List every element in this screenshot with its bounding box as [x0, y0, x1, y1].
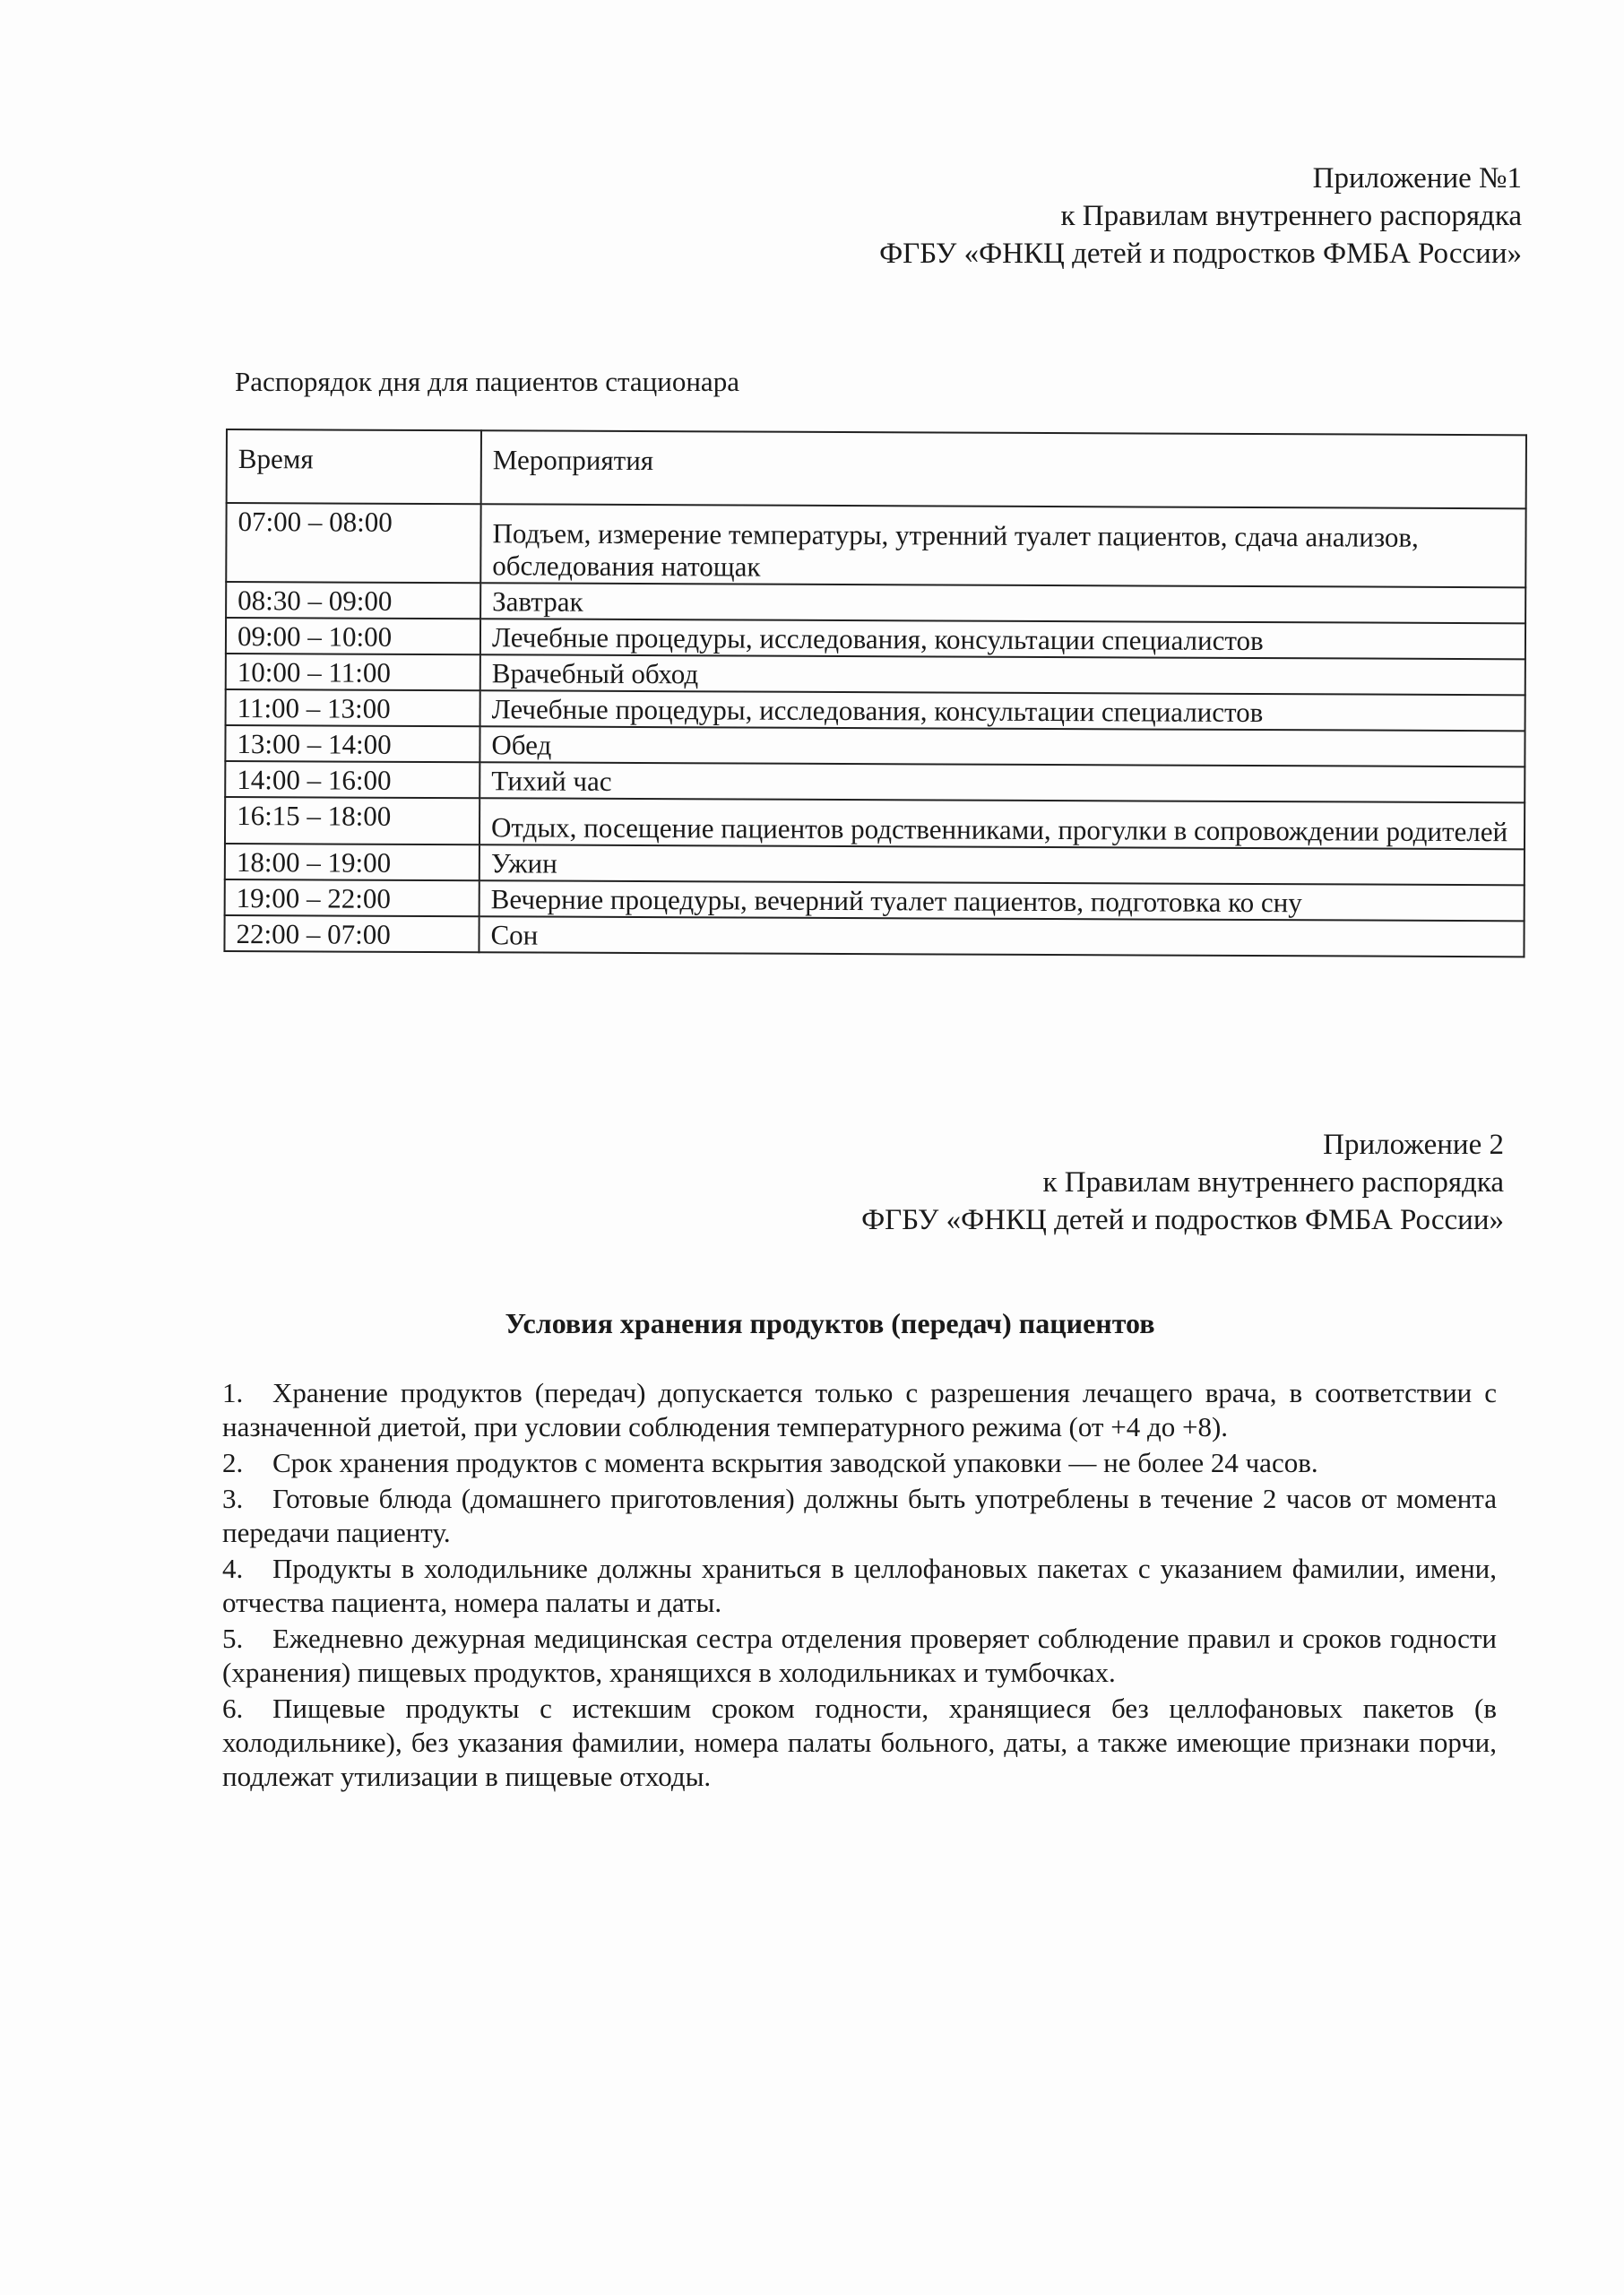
activity-cell: Обед — [479, 726, 1525, 766]
activity-cell: Ужин — [479, 844, 1525, 885]
table-row — [225, 879, 1525, 921]
table-row — [225, 797, 1525, 849]
table-row — [224, 915, 1524, 957]
list-item — [222, 1482, 1497, 1550]
annex-1-subtitle: к Правилам внутреннего распорядка — [1060, 200, 1522, 232]
list-item — [222, 1446, 1497, 1480]
header-time: Время — [227, 429, 481, 504]
rule-number: 2. — [222, 1447, 244, 1478]
header-activity: Мероприятия — [481, 430, 1526, 508]
rule-text: Продукты в холодильнике должны храниться в целлофановых пакетах с указанием фамилии, имени, отчества пациента, номера палаты и даты. — [222, 1553, 1497, 1618]
rule-number: 6. — [222, 1693, 244, 1724]
table-row — [226, 582, 1525, 623]
time-cell: 14:00 – 16:00 — [225, 761, 479, 798]
table-row — [226, 618, 1525, 659]
time-cell: 08:30 – 09:00 — [226, 582, 480, 619]
table-row — [226, 503, 1525, 587]
time-cell: 13:00 – 14:00 — [225, 725, 479, 762]
table-row — [226, 689, 1525, 731]
rule-text: Срок хранения продуктов с момента вскрытия заводской упаковки — не более 24 часов. — [272, 1447, 1318, 1478]
annex-1-title: Приложение №1 — [1312, 162, 1522, 195]
activity-cell: Сон — [479, 916, 1524, 957]
time-cell: 07:00 – 08:00 — [226, 503, 480, 583]
table-row — [226, 654, 1525, 695]
list-item — [222, 1692, 1497, 1794]
list-item — [222, 1376, 1497, 1444]
storage-conditions-title: Условия хранения продуктов (передач) пациентов — [505, 1307, 1155, 1339]
table-header-row — [227, 429, 1526, 508]
time-cell: 11:00 – 13:00 — [226, 689, 480, 726]
time-cell: 19:00 – 22:00 — [225, 879, 479, 916]
rule-text: Готовые блюда (домашнего приготовления) должны быть употреблены в течение 2 часов от момента передачи пациенту. — [222, 1483, 1497, 1548]
activity-cell: Вечерние процедуры, вечерний туалет пациентов, подготовка ко сну — [479, 880, 1525, 921]
list-item — [222, 1622, 1497, 1690]
activity-cell: Подъем, измерение температуры, утренний туалет пациентов, сдача анализов, обследования натощак — [480, 504, 1525, 587]
table-row — [225, 844, 1525, 885]
time-cell: 18:00 – 19:00 — [225, 844, 479, 880]
schedule-table — [223, 429, 1527, 957]
annex-2-header — [861, 1126, 1504, 1239]
rule-number: 5. — [222, 1623, 244, 1654]
activity-cell: Врачебный обход — [480, 654, 1525, 695]
time-cell: 22:00 – 07:00 — [224, 915, 479, 952]
rule-text: Ежедневно дежурная медицинская сестра отделения проверяет соблюдение правил и сроков годности (хранения) пищевых продуктов, хранящихся в холодильниках и тумбочках. — [222, 1623, 1497, 1688]
activity-cell: Завтрак — [480, 583, 1525, 623]
activity-cell: Лечебные процедуры, исследования, консультации специалистов — [480, 690, 1525, 731]
time-cell: 10:00 – 11:00 — [226, 654, 480, 690]
time-cell: 16:15 – 18:00 — [225, 797, 479, 844]
time-cell: 09:00 – 10:00 — [226, 618, 480, 654]
table-row — [225, 761, 1525, 802]
activity-cell: Тихий час — [479, 762, 1525, 802]
rule-text: Хранение продуктов (передач) допускается только с разрешения лечащего врача, в соответствии с назначенной диетой, при условии соблюдения температурного режима (от +4 до +8). — [222, 1377, 1497, 1442]
activity-cell: Отдых, посещение пациентов родственниками, прогулки в сопровождении родителей — [479, 798, 1525, 849]
annex-1-organization: ФГБУ «ФНКЦ детей и подростков ФМБА России» — [879, 238, 1522, 270]
activity-cell: Лечебные процедуры, исследования, консультации специалистов — [480, 619, 1525, 659]
table-row — [225, 725, 1525, 766]
rule-text: Пищевые продукты с истекшим сроком годности, хранящиеся без целлофановых пакетов (в холодильнике), без указания фамилии, номера палаты больного, даты, а также имеющие признаки порчи, подлежат утилизации в пищевые отходы. — [222, 1693, 1497, 1792]
rule-number: 3. — [222, 1483, 244, 1514]
rule-number: 1. — [222, 1377, 244, 1408]
annex-1-header — [879, 160, 1522, 273]
annex-2-title: Приложение 2 — [1323, 1129, 1504, 1161]
schedule-title: Распорядок дня для пациентов стационара — [235, 366, 739, 397]
storage-rules-list — [222, 1376, 1497, 1796]
rule-number: 4. — [222, 1553, 244, 1584]
annex-2-subtitle: к Правилам внутреннего распорядка — [1042, 1166, 1504, 1199]
list-item — [222, 1552, 1497, 1620]
annex-2-organization: ФГБУ «ФНКЦ детей и подростков ФМБА России» — [861, 1204, 1504, 1236]
